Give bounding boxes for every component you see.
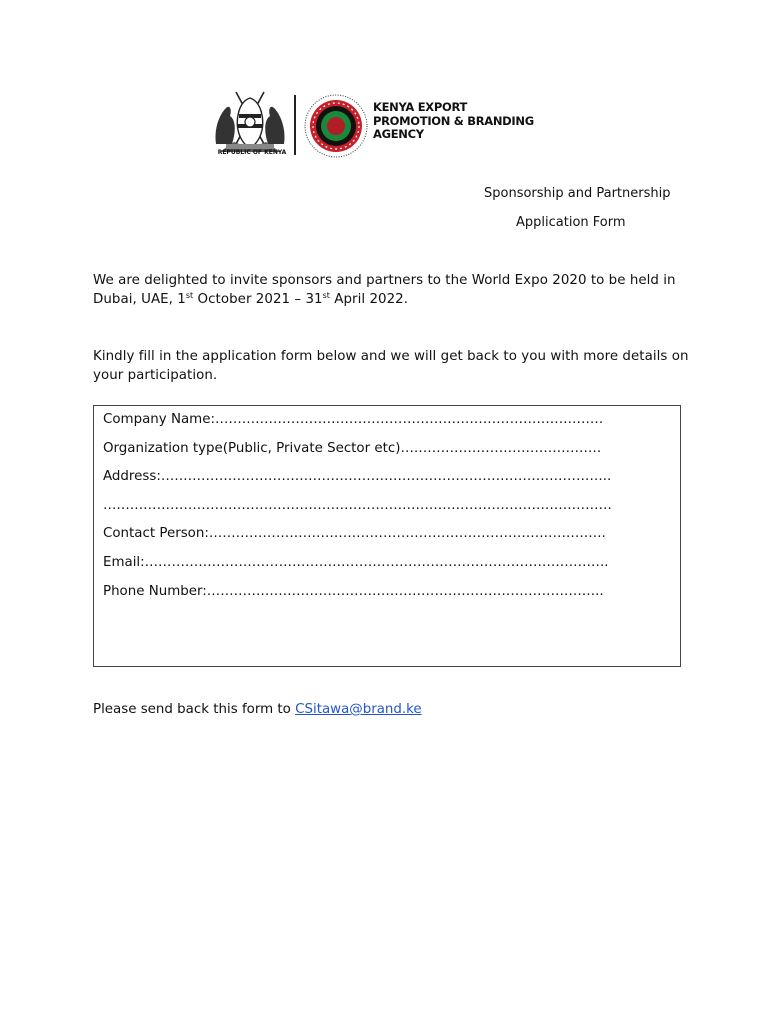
address-field-line-2[interactable]: …………………………………………………………………………………………………… xyxy=(103,498,612,513)
application-form-box xyxy=(93,405,681,667)
form-title-line-1: Sponsorship and Partnership xyxy=(484,186,671,201)
intro-text-a: We are delighted to invite sponsors and partners to the World Expo 2020 to be held in Dubai, UAE, 1 xyxy=(93,273,676,307)
intro-sup-1: st xyxy=(185,291,194,300)
agency-name xyxy=(373,101,534,142)
instruction-paragraph: Kindly fill in the application form below and we will get back to you with more details on your participation. xyxy=(93,349,689,383)
intro-sup-2: st xyxy=(322,291,330,300)
contact-email-link[interactable]: CSitawa@brand.ke xyxy=(295,702,422,717)
agency-seal-icon xyxy=(304,94,368,158)
company-name-field[interactable]: Company Name:…………………………………………………………………………… xyxy=(103,412,604,427)
address-field[interactable]: Address:……………………………………………………………………………………….. xyxy=(103,469,612,484)
phone-number-field[interactable]: Phone Number:…………………………………………………………………………….. xyxy=(103,584,604,599)
agency-line-1: KENYA EXPORT xyxy=(373,100,468,114)
email-field[interactable]: Email:………………………………………………………………………………………….. xyxy=(103,555,609,570)
form-title-line-2: Application Form xyxy=(516,215,626,230)
send-back-text: Please send back this form to xyxy=(93,702,296,717)
agency-line-2: PROMOTION & BRANDING xyxy=(373,113,534,128)
intro-text-b: October 2021 – 31 xyxy=(193,292,323,307)
organization-type-field[interactable]: Organization type(Public, Private Sector etc)……………………………………… xyxy=(103,441,602,456)
contact-person-field[interactable]: Contact Person:…………………………………………………………………………….. xyxy=(103,526,606,541)
intro-paragraph xyxy=(93,271,693,309)
intro-text-c: April 2022. xyxy=(329,292,409,307)
send-back-note xyxy=(93,702,422,717)
agency-line-3: AGENCY xyxy=(373,127,424,141)
logo-divider xyxy=(294,95,296,155)
coat-caption: REPUBLIC OF KENYA xyxy=(217,149,287,156)
